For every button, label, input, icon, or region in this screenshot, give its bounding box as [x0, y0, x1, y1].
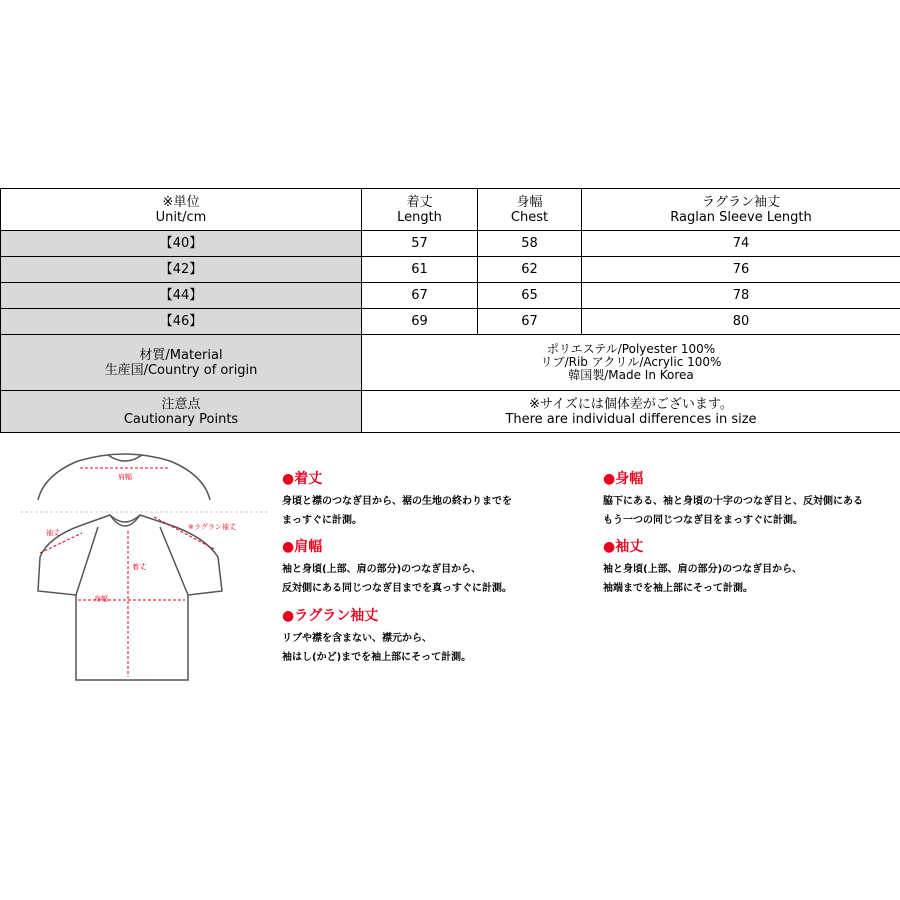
- collar-sketch: [108, 455, 142, 461]
- size-cell: 【42】: [1, 257, 362, 283]
- note-shoulder: [282, 538, 512, 598]
- material-label: 材質/Material 生産国/Country of origin: [1, 335, 362, 391]
- table-row: [1, 309, 900, 335]
- sleeve-cell: 80: [582, 309, 900, 335]
- note-title: ●身幅: [603, 471, 644, 487]
- sleeve-seam-left: [76, 527, 98, 595]
- note-title: ●ラグラン袖丈: [282, 608, 379, 624]
- chest-cell: 67: [478, 309, 582, 335]
- table-row: [1, 257, 900, 283]
- note-title: ●袖丈: [603, 539, 644, 555]
- note-chest: [603, 470, 863, 530]
- note-title: ●着丈: [282, 471, 323, 487]
- sleeve-cell: 76: [582, 257, 900, 283]
- note-title: ●肩幅: [282, 539, 323, 555]
- chest-label: 身幅: [94, 595, 108, 603]
- length-cell: 67: [362, 283, 478, 309]
- sleeve-label: 袖丈: [46, 529, 60, 537]
- size-cell: 【40】: [1, 231, 362, 257]
- note-body: 袖と身頃(上部、肩の部分)のつなぎ目から、 反対側にある同じつなぎ目までを真っすぐに計測。: [282, 564, 512, 594]
- note-body: 脇下にある、袖と身頃の十字のつなぎ目と、反対側にある もう一つの同じつなぎ目をまっすぐに計測。: [603, 496, 863, 526]
- unit-header: ※単位 Unit/cm: [1, 189, 362, 231]
- table-row: [1, 231, 900, 257]
- length-cell: 61: [362, 257, 478, 283]
- length-label: 着丈: [132, 563, 146, 571]
- table-row: [1, 283, 900, 309]
- note-length: [282, 470, 512, 530]
- note-body: 袖と身頃(上部、肩の部分)のつなぎ目から、 袖端までを袖上部にそって計測。: [603, 564, 803, 594]
- shoulder-label: 肩幅: [118, 473, 132, 481]
- length-header: 着丈 Length: [362, 189, 478, 231]
- material-value: ポリエステル/Polyester 100% リブ/Rib アクリル/Acrylic 100% 韓国製/Made In Korea: [362, 335, 900, 391]
- raglan-label: ※ラグラン袖丈: [188, 523, 236, 531]
- length-cell: 69: [362, 309, 478, 335]
- header-row: [1, 189, 900, 231]
- chest-cell: 65: [478, 283, 582, 309]
- caution-label: 注意点 Cautionary Points: [1, 391, 362, 433]
- caution-value: ※サイズには個体差がございます。 There are individual differences in size: [362, 391, 900, 433]
- chest-cell: 62: [478, 257, 582, 283]
- sleeve-cell: 78: [582, 283, 900, 309]
- shirt-collar: [110, 515, 140, 526]
- size-cell: 【44】: [1, 283, 362, 309]
- sleeve-seam-right: [160, 527, 188, 595]
- caution-row: [1, 391, 900, 433]
- note-body: リブや襟を含まない、襟元から、 袖はし(かど)までを袖上部にそって計測。: [282, 633, 472, 663]
- chest-header: 身幅 Chest: [478, 189, 582, 231]
- length-cell: 57: [362, 231, 478, 257]
- measurement-diagram: [20, 445, 270, 690]
- size-cell: 【46】: [1, 309, 362, 335]
- chest-cell: 58: [478, 231, 582, 257]
- size-table: [0, 188, 900, 433]
- note-sleeve: [603, 538, 802, 598]
- sleeve-header: ラグラン袖丈 Raglan Sleeve Length: [582, 189, 900, 231]
- note-raglan: [282, 607, 471, 667]
- shirt-outline: [38, 515, 222, 680]
- sleeve-cell: 74: [582, 231, 900, 257]
- material-row: [1, 335, 900, 391]
- note-body: 身頃と襟のつなぎ目から、裾の生地の終わりまでを まっすぐに計測。: [282, 496, 512, 526]
